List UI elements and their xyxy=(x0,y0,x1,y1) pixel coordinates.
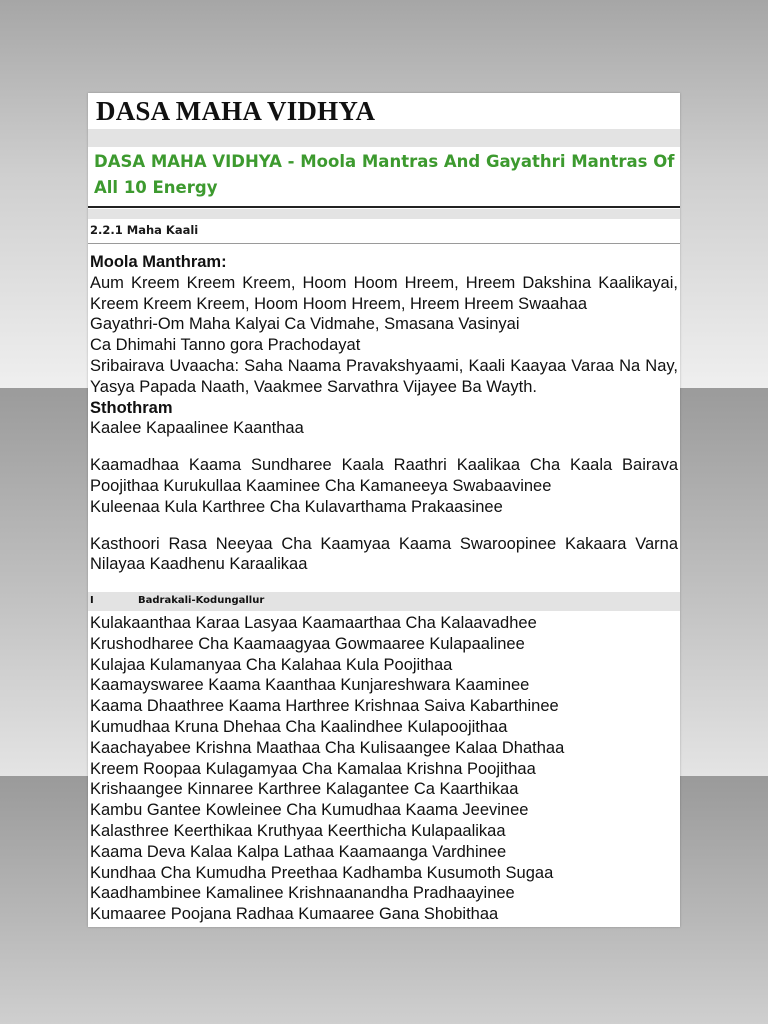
stanza-2-line: Kaamadhaa Kaama Sundharee Kaala Raathri Kaalikaa Cha Kaala Bairava Poojithaa Kurukullaa Kaaminee Cha Kamaneeya Swabaavinee xyxy=(90,456,678,495)
verse-line: Kaadhambinee Kamalinee Krishnaanandha Pradhaayinee xyxy=(90,884,515,903)
verse-line: Kreem Roopaa Kulagamyaa Cha Kamalaa Krishna Poojithaa xyxy=(90,759,536,778)
verse-line: Kundhaa Cha Kumudha Preethaa Kadhamba Kusumoth Sugaa xyxy=(90,863,554,882)
verse-line: Kaama Deva Kalaa Kalpa Lathaa Kaamaanga Vardhinee xyxy=(90,842,507,861)
moola-heading: Moola Manthram: xyxy=(90,253,227,271)
mantra-body xyxy=(90,252,678,575)
stanza-3-line: Kasthoori Rasa Neeyaa Cha Kaamyaa Kaama Swaroopinee Kakaara Varna Nilayaa Kaadhenu Karaalikaa xyxy=(90,534,678,574)
document-page xyxy=(88,93,680,927)
verse-line: Kumudhaa Kruna Dhehaa Cha Kaalindhee Kulapoojithaa xyxy=(90,717,508,736)
gayathri-line-1: Gayathri-Om Maha Kalyai Ca Vidmahe, Smasana Vasinyai xyxy=(90,315,520,334)
subtitle-rule xyxy=(88,206,680,208)
verse-line: Kaamayswaree Kaama Kaanthaa Kunjareshwara Kaaminee xyxy=(90,676,530,695)
document-title: DASA MAHA VIDHYA xyxy=(96,96,376,126)
stanza-2-line: Kuleenaa Kula Karthree Cha Kulavarthama Prakaasinee xyxy=(90,497,503,516)
sribairava-text: Sribairava Uvaacha: Saha Naama Pravakshyaami, Kaali Kaayaa Varaa Na Nay, Yasya Papada Naath, Vaakmee Sarvathra Vijayee Ba Wayth. xyxy=(90,356,678,396)
verse-line: Kumaaree Poojana Radhaa Kumaaree Gana Shobithaa xyxy=(90,905,499,924)
moola-text: Aum Kreem Kreem Kreem, Hoom Hoom Hreem, Hreem Dakshina Kaalikayai, Kreem Kreem Kreem, Hoom Hoom Hreem, Hreem Hreem Swaahaa xyxy=(90,273,678,313)
verse-line: Krishaangee Kinnaree Karthree Kalagantee Ca Kaarthikaa xyxy=(90,780,519,799)
verse-line: Kulajaa Kulamanyaa Cha Kalahaa Kula Poojithaa xyxy=(90,655,453,674)
stanza-gap xyxy=(90,518,678,534)
image-caption xyxy=(90,595,670,606)
document-subtitle: DASA MAHA VIDHYA - Moola Mantras And Gayathri Mantras Of All 10 Energy xyxy=(94,152,675,197)
verse-line: Kalasthree Keerthikaa Kruthyaa Keerthicha Kulapaalikaa xyxy=(90,821,506,840)
title-divider-strip xyxy=(88,129,680,147)
section-rule xyxy=(88,243,680,244)
verse-line: Kambu Gantee Kowleinee Cha Kumudhaa Kaama Jeevinee xyxy=(90,801,529,820)
verse-line: Kaachayabee Krishna Maathaa Cha Kulisaangee Kalaa Dhathaa xyxy=(90,738,565,757)
verse-line: Kulakaanthaa Karaa Lasyaa Kaamaarthaa Cha Kalaavadhee xyxy=(90,614,537,632)
sthothram-heading: Sthothram xyxy=(90,398,173,417)
verses-list xyxy=(90,613,678,925)
stanza-1-line: Kaalee Kapaalinee Kaanthaa xyxy=(90,419,304,438)
caption-number: I xyxy=(90,595,94,606)
stanza-gap xyxy=(90,439,678,455)
verse-line: Kaama Dhaathree Kaama Harthree Krishnaa Saiva Kabarthinee xyxy=(90,697,559,716)
caption-text: Badrakali-Kodungallur xyxy=(138,595,265,606)
verse-line: Krushodharee Cha Kaamaagyaa Gowmaaree Kulapaalinee xyxy=(90,634,525,653)
section-divider-strip xyxy=(88,209,680,219)
gayathri-line-2: Ca Dhimahi Tanno gora Prachodayat xyxy=(90,336,361,355)
section-heading: 2.2.1 Maha Kaali xyxy=(90,223,199,237)
